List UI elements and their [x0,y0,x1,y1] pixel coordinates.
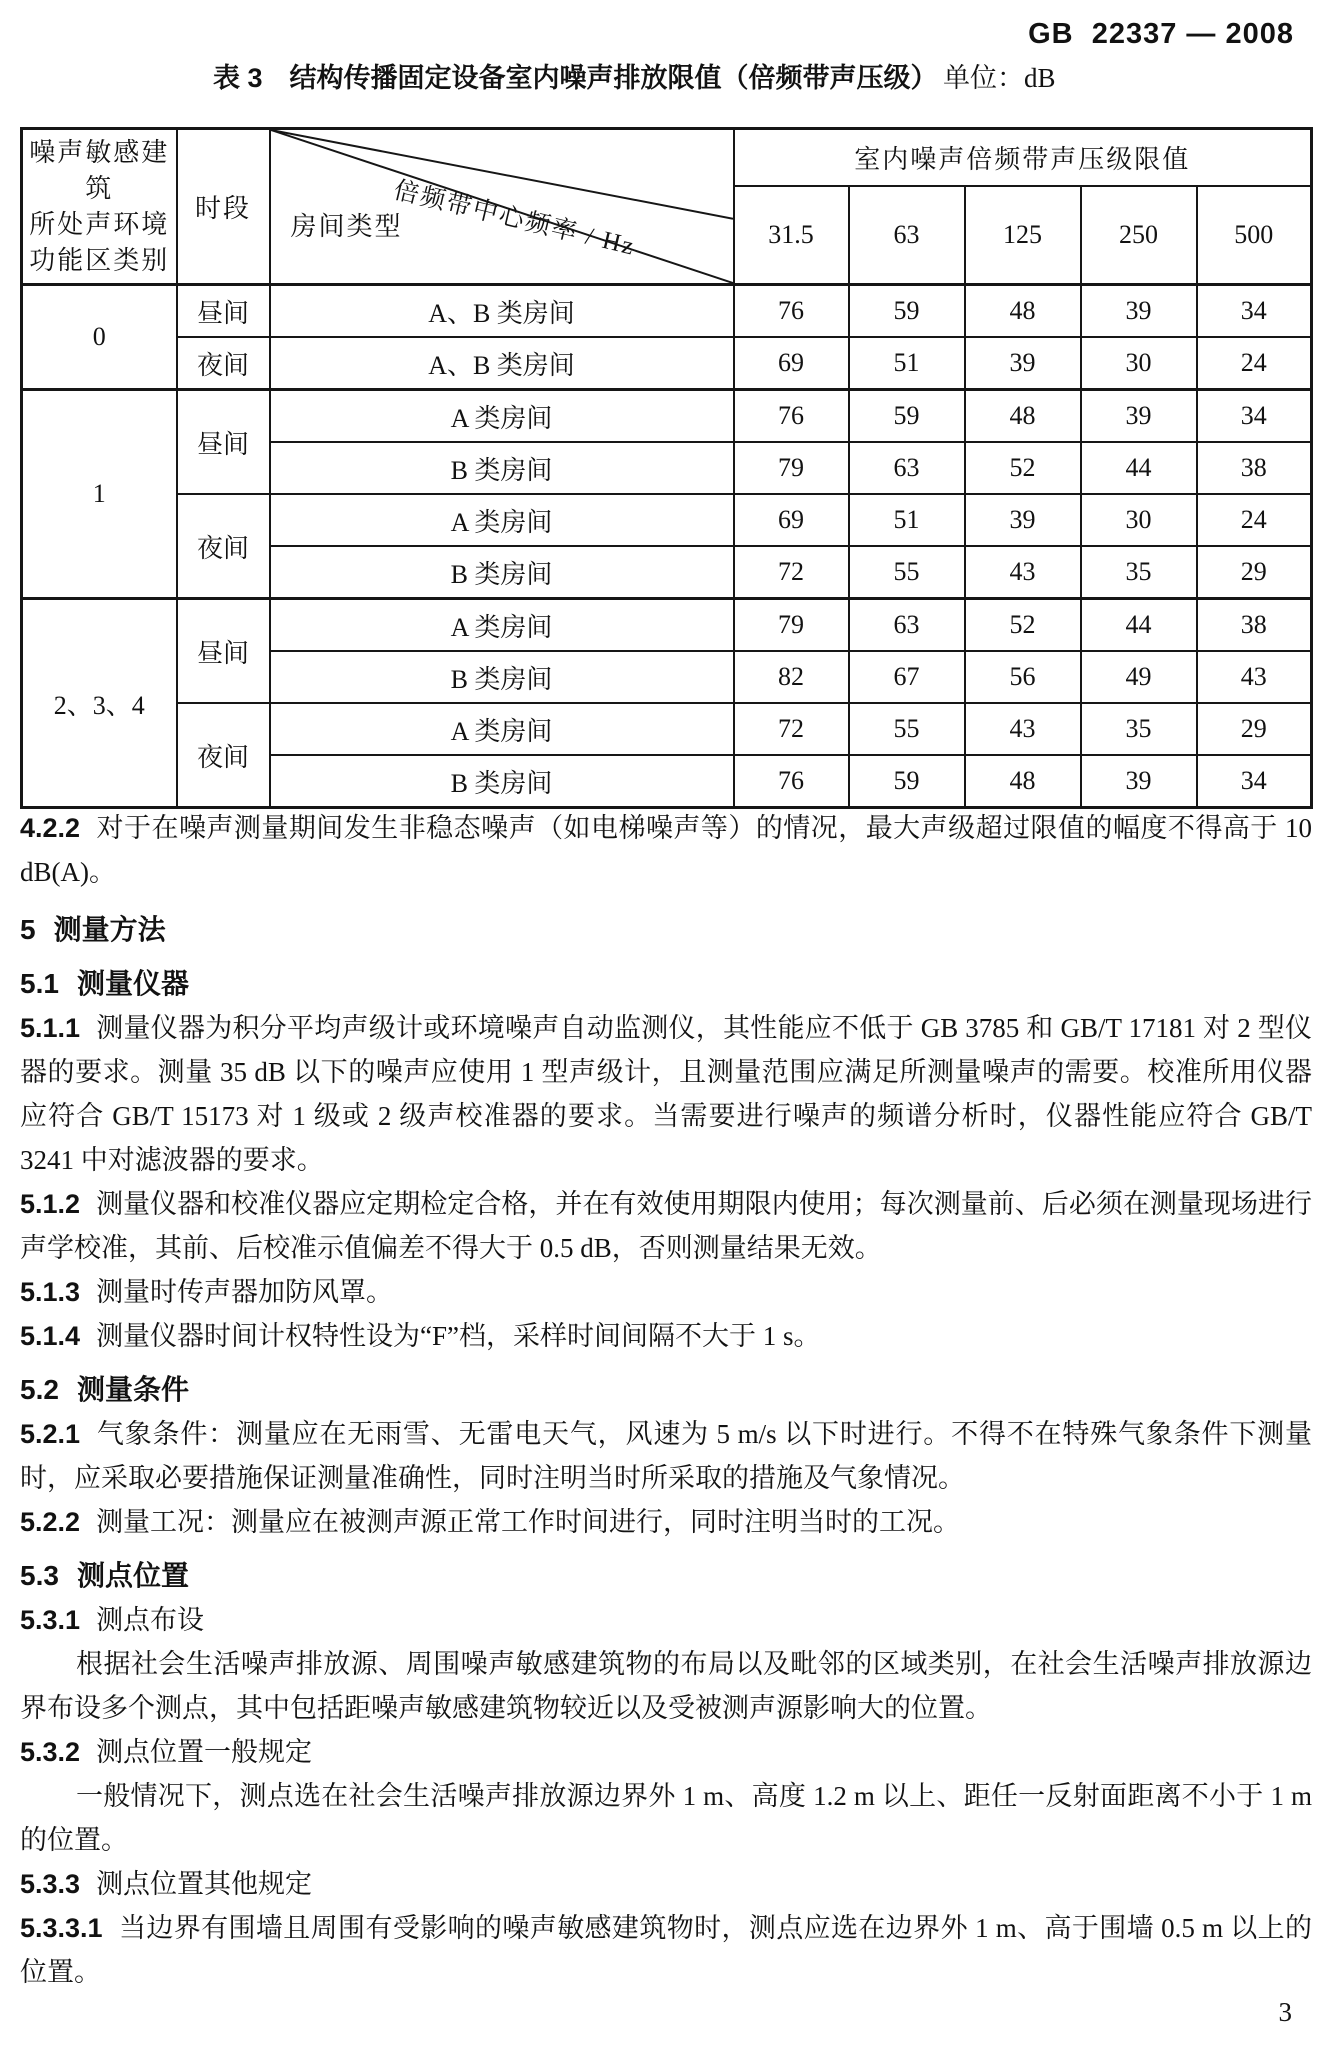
limit-value-cell: 82 [734,651,849,703]
clause-number: 5.1.4 [20,1321,81,1351]
clause-text: 测点位置其他规定 [96,1869,313,1899]
col-header-spl-limits: 室内噪声倍频带声压级限值 [734,129,1312,187]
clause-5-1-2 [20,1182,1312,1270]
clause-text: 测量仪器时间计权特性设为“F”档，采样时间间隔不大于 1 s。 [96,1321,821,1351]
clause-text: 当边界有围墙且周围有受影响的噪声敏感建筑物时，测点应选在边界外 1 m、高于围墙 0.5 m 以上的位置。 [20,1913,1312,1987]
limit-value-cell: 69 [734,494,849,546]
clause-number: 5.1.3 [20,1277,81,1307]
section-heading-5-2 [20,1368,1312,1412]
room-type-cell: A 类房间 [270,494,734,546]
zone-header-line: 功能区类别 [29,245,170,275]
room-type-cell: A、B 类房间 [270,337,734,390]
limit-value-cell: 48 [965,285,1081,338]
table-row [22,599,1312,652]
zone-cell: 1 [22,390,177,599]
clause-number: 5.1 [20,968,59,999]
limit-value-cell: 49 [1081,651,1197,703]
clause-text: 测量仪器和校准仪器应定期检定合格，并在有效使用期限内使用；每次测量前、后必须在测量现场进行声学校准，其前、后校准示值偏差不得大于 0.5 dB，否则测量结果无效。 [20,1189,1312,1263]
limit-value-cell: 44 [1081,599,1197,652]
section-heading-5-1 [20,962,1312,1006]
clause-5-3-1 [20,1598,1312,1642]
limit-value-cell: 30 [1081,494,1197,546]
limit-value-cell: 48 [965,755,1081,808]
room-type-cell: A 类房间 [270,599,734,652]
limit-value-cell: 29 [1197,703,1312,755]
period-cell: 夜间 [177,703,270,808]
limit-value-cell: 69 [734,337,849,390]
clause-5-3-3 [20,1862,1312,1906]
clause-5-1-3 [20,1270,1312,1314]
frequency-header: 31.5 [734,186,849,285]
clause-5-2-1 [20,1412,1312,1500]
limit-value-cell: 67 [849,651,965,703]
limit-value-cell: 44 [1081,442,1197,494]
col-header-diagonal [270,129,734,285]
clause-5-1-4 [20,1314,1312,1358]
zone-header-line: 所处声环境 [29,209,170,239]
frequency-header: 250 [1081,186,1197,285]
limit-value-cell: 39 [1081,285,1197,338]
room-type-cell: A、B 类房间 [270,285,734,338]
clause-number: 5.3.3.1 [20,1913,103,1943]
frequency-header: 63 [849,186,965,285]
heading-text: 测量方法 [53,914,166,945]
clause-text: 测点布设 [96,1605,205,1635]
frequency-header: 500 [1197,186,1312,285]
room-type-cell: B 类房间 [270,755,734,808]
limit-value-cell: 48 [965,390,1081,443]
room-type-cell: B 类房间 [270,546,734,599]
heading-text: 测量仪器 [76,968,189,999]
clause-5-3-3-1 [20,1906,1312,1994]
limit-value-cell: 56 [965,651,1081,703]
paragraph: 一般情况下，测点选在社会生活噪声排放源边界外 1 m、高度 1.2 m 以上、距任一反射面距离不小于 1 m 的位置。 [20,1781,1312,1855]
clause-text: 气象条件：测量应在无雨雪、无雷电天气，风速为 5 m/s 以下时进行。不得不在特殊气象条件下测量时，应采取必要措施保证测量准确性，同时注明当时所采取的措施及气象情况。 [20,1419,1312,1493]
limit-value-cell: 34 [1197,390,1312,443]
clause-text: 测量工况：测量应在被测声源正常工作时间进行，同时注明当时的工况。 [96,1507,961,1537]
period-cell: 夜间 [177,494,270,599]
limit-value-cell: 51 [849,337,965,390]
limit-value-cell: 38 [1197,599,1312,652]
limit-value-cell: 43 [965,703,1081,755]
heading-text: 测点位置 [76,1560,189,1591]
limit-value-cell: 55 [849,546,965,599]
limit-value-cell: 79 [734,599,849,652]
limit-value-cell: 79 [734,442,849,494]
limit-value-cell: 24 [1197,337,1312,390]
clause-text: 对于在噪声测量期间发生非稳态噪声（如电梯噪声等）的情况，最大声级超过限值的幅度不得高于 10 dB(A)。 [20,813,1312,887]
clause-5-3-2 [20,1730,1312,1774]
clause-text: 测点位置一般规定 [96,1737,313,1767]
diagonal-room-type-label: 房间类型 [290,212,403,241]
table-caption-row [0,56,1330,96]
clause-number: 5.2 [20,1374,59,1405]
limit-value-cell: 76 [734,390,849,443]
table-row [22,285,1312,338]
limit-value-cell: 51 [849,494,965,546]
clause-number: 5.3.3 [20,1869,81,1899]
limit-value-cell: 76 [734,285,849,338]
limit-value-cell: 52 [965,442,1081,494]
standard-number: GB 22337 — 2008 [1028,18,1294,50]
limit-value-cell: 39 [1081,755,1197,808]
period-cell: 夜间 [177,337,270,390]
col-header-zone [22,129,177,285]
limit-value-cell: 39 [965,494,1081,546]
limit-value-cell: 59 [849,285,965,338]
col-header-period: 时段 [177,129,270,285]
limit-value-cell: 34 [1197,755,1312,808]
clause-number: 5.1.2 [20,1189,81,1219]
clause-text: 测量仪器为积分平均声级计或环境噪声自动监测仪，其性能应不低于 GB 3785 和 GB/T 17181 对 2 型仪器的要求。测量 35 dB 以下的噪声应使用 1 型声级计，且测量范围应满足所测量噪声的需要。校准所用仪器应符合 GB/T 15173 对 1 级或 2 级声校准器的要求。当需要进行噪声的频谱分析时，仪器性能应符合 GB/T 3241 中对滤波器的要求。 [20,1013,1312,1175]
frequency-header: 125 [965,186,1081,285]
limit-value-cell: 35 [1081,546,1197,599]
room-type-cell: A 类房间 [270,703,734,755]
period-cell: 昼间 [177,390,270,495]
limit-value-cell: 43 [1197,651,1312,703]
limit-value-cell: 55 [849,703,965,755]
table-header-row-1 [22,129,1312,187]
clause-number: 5.3.2 [20,1737,81,1767]
noise-limits-table [20,127,1313,809]
period-cell: 昼间 [177,285,270,338]
diagonal-frequency-label: 倍频带中心频率 / Hz [390,176,638,261]
paragraph: 根据社会生活噪声排放源、周围噪声敏感建筑物的布局以及毗邻的区域类别，在社会生活噪声排放源边界布设多个测点，其中包括距噪声敏感建筑物较近以及受被测声源影响大的位置。 [20,1649,1312,1723]
clause-text: 测量时传声器加防风罩。 [96,1277,394,1307]
clause-number: 4.2.2 [20,813,81,843]
room-type-cell: B 类房间 [270,651,734,703]
zone-header-line: 噪声敏感建筑 [29,137,170,203]
section-heading-5 [20,908,1312,952]
limit-value-cell: 30 [1081,337,1197,390]
limit-value-cell: 59 [849,390,965,443]
limit-value-cell: 43 [965,546,1081,599]
limit-value-cell: 63 [849,442,965,494]
clause-number: 5.2.2 [20,1507,81,1537]
table-unit-label: 单位：dB [943,63,1056,93]
clause-5-2-2 [20,1500,1312,1544]
limit-value-cell: 39 [965,337,1081,390]
table-caption: 表 3 结构传播固定设备室内噪声排放限值（倍频带声压级） [213,63,938,93]
limit-value-cell: 72 [734,546,849,599]
heading-text: 测量条件 [76,1374,189,1405]
zone-cell: 0 [22,285,177,390]
clause-number: 5.2.1 [20,1419,81,1449]
clause-number: 5.3.1 [20,1605,81,1635]
clause-number: 5 [20,914,36,945]
table-row [22,337,1312,390]
limit-value-cell: 34 [1197,285,1312,338]
limit-value-cell: 72 [734,703,849,755]
limit-value-cell: 76 [734,755,849,808]
zone-cell: 2、3、4 [22,599,177,808]
room-type-cell: A 类房间 [270,390,734,443]
clause-number: 5.3 [20,1560,59,1591]
page-number: 3 [1278,1997,1292,2027]
limit-value-cell: 29 [1197,546,1312,599]
table-row [22,703,1312,755]
table-row [22,390,1312,443]
table-row [22,494,1312,546]
limit-value-cell: 59 [849,755,965,808]
section-heading-5-3 [20,1554,1312,1598]
limit-value-cell: 38 [1197,442,1312,494]
clause-4-2-2 [20,806,1312,894]
period-cell: 昼间 [177,599,270,704]
room-type-cell: B 类房间 [270,442,734,494]
limit-value-cell: 63 [849,599,965,652]
limit-value-cell: 52 [965,599,1081,652]
document-body [20,806,1312,1994]
limit-value-cell: 35 [1081,703,1197,755]
limit-value-cell: 39 [1081,390,1197,443]
clause-number: 5.1.1 [20,1013,81,1043]
clause-5-1-1 [20,1006,1312,1182]
limit-value-cell: 24 [1197,494,1312,546]
